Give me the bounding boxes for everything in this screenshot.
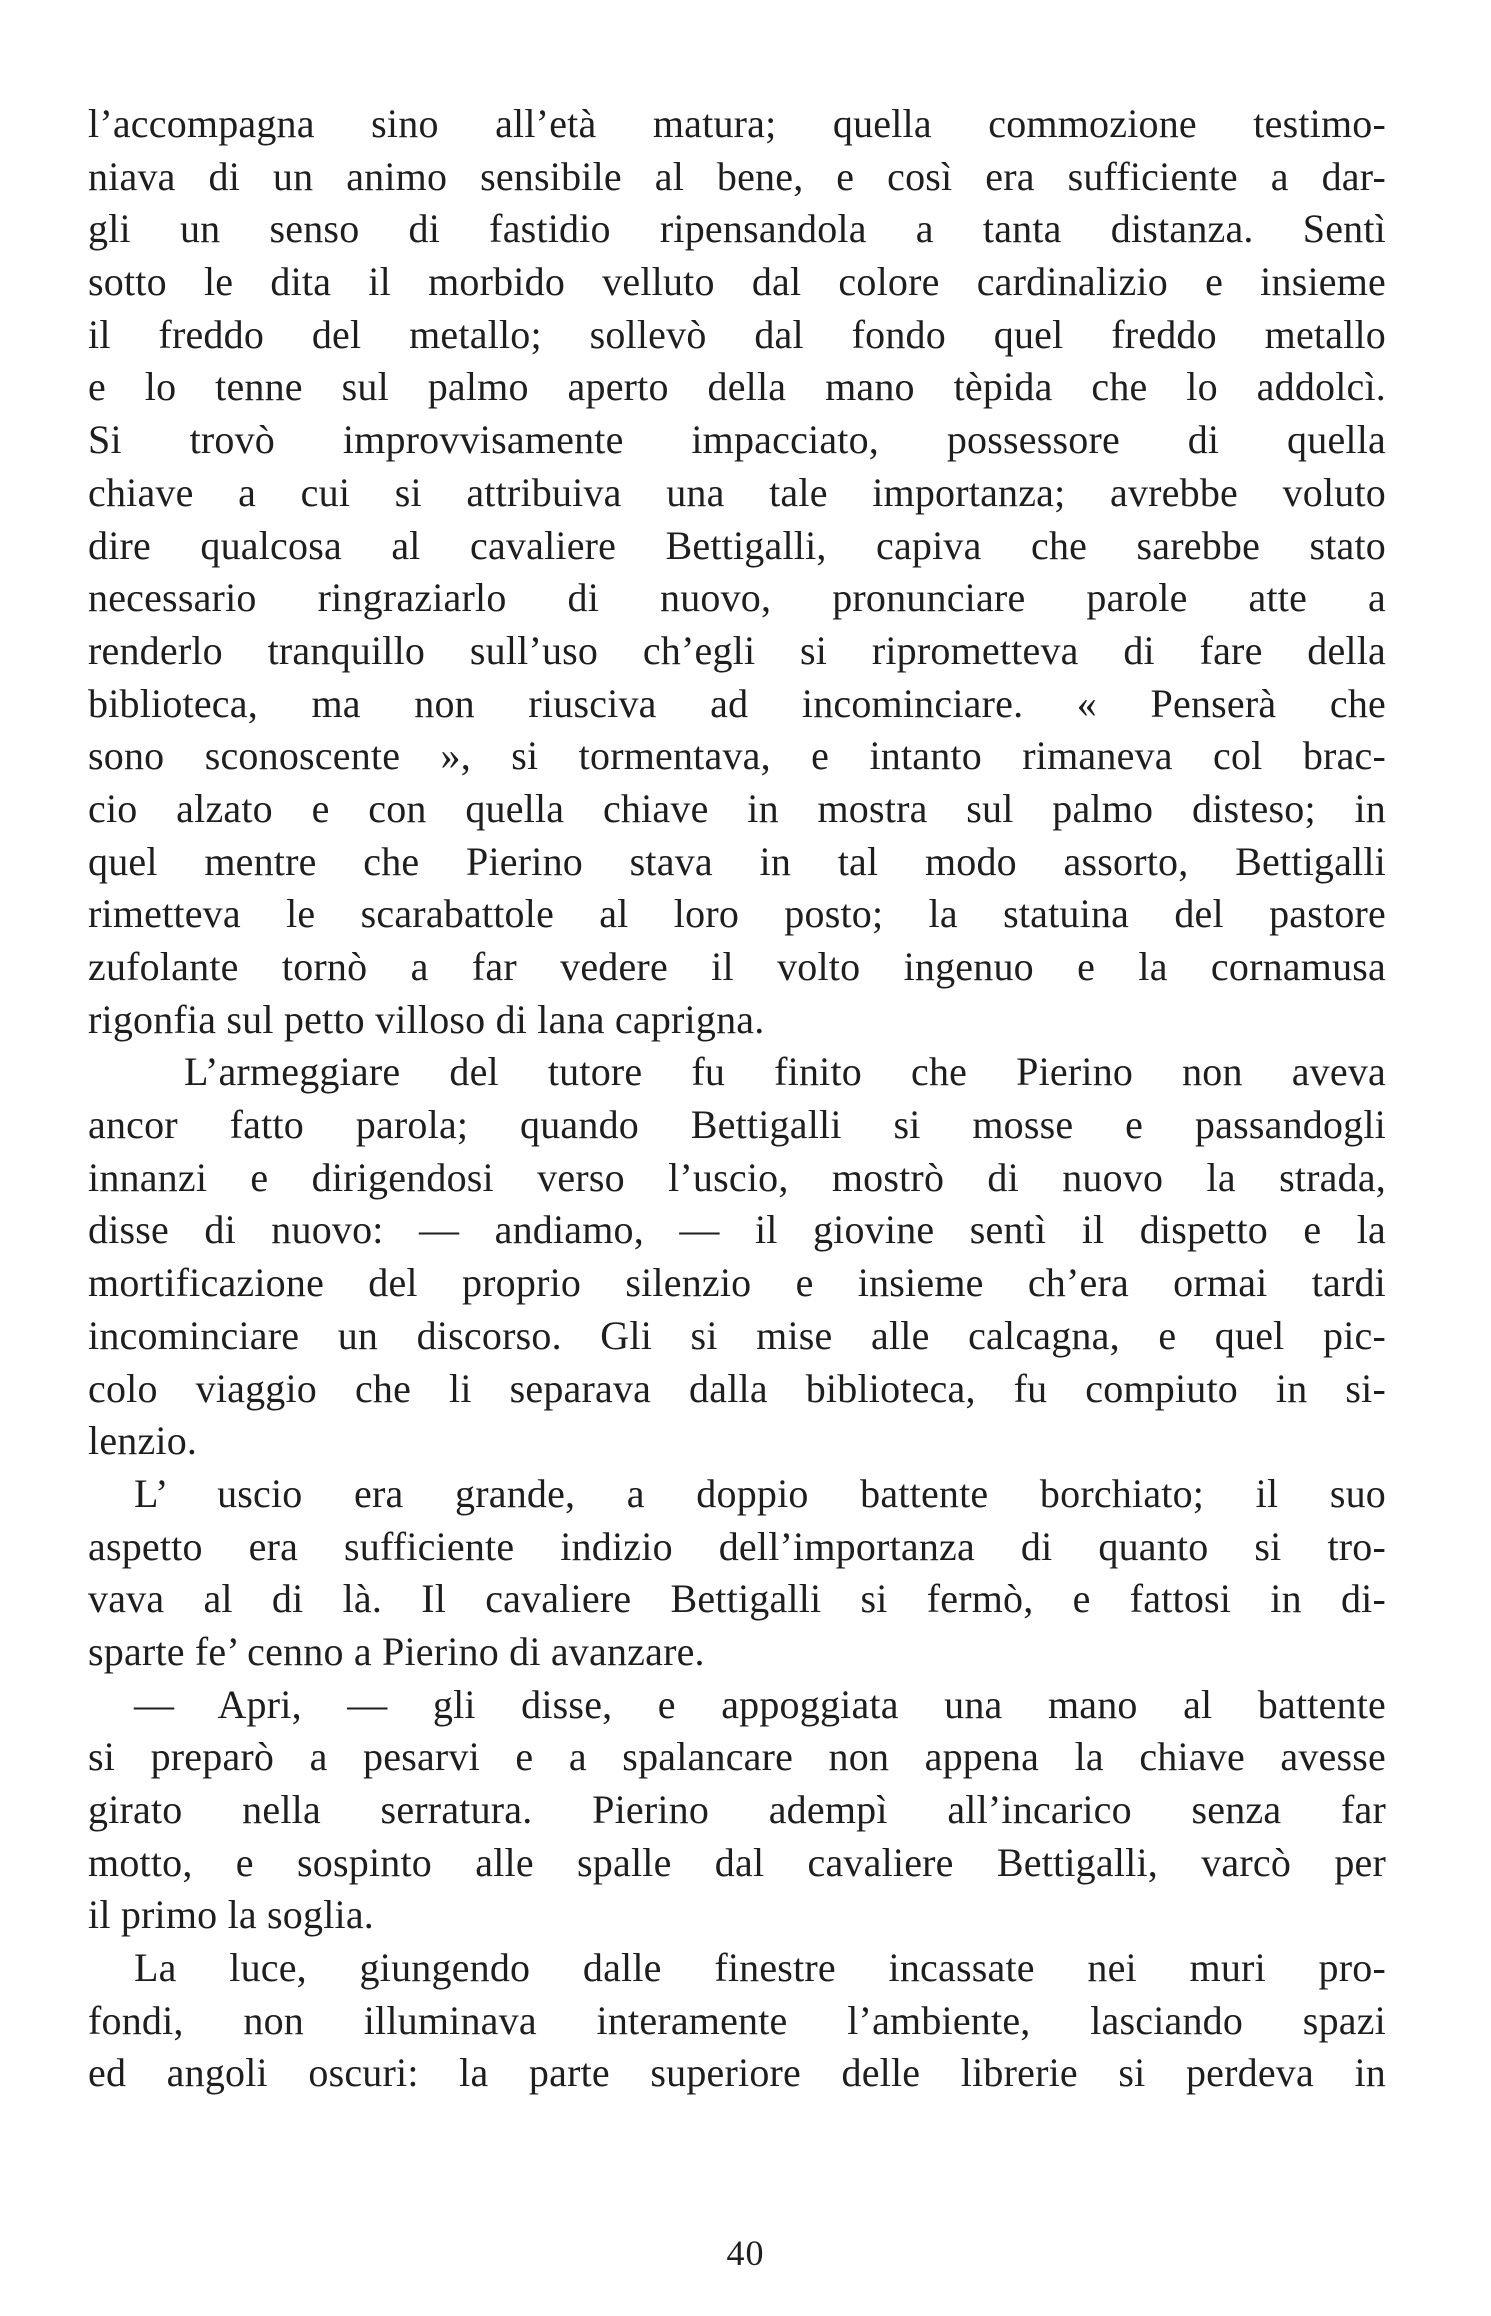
text-line: L’ uscio era grande, a doppio battente borchiato; il suo xyxy=(134,1470,1386,1516)
text-line: innanzi e dirigendosi verso l’uscio, mostrò di nuovo la strada, xyxy=(88,1154,1386,1200)
text-line: Si trovò improvvisamente impacciato, possessore di quella xyxy=(88,417,1386,463)
text-line: aspetto era sufficiente indizio dell’importanza di quanto si tro- xyxy=(88,1523,1386,1569)
text-line: e lo tenne sul palmo aperto della mano tèpida che lo addolcì. xyxy=(88,364,1386,410)
text-line: dire qualcosa al cavaliere Bettigalli, capiva che sarebbe stato xyxy=(88,522,1386,568)
text-line: ed angoli oscuri: la parte superiore delle librerie si perdeva in xyxy=(88,2050,1386,2096)
text-line: chiave a cui si attribuiva una tale importanza; avrebbe voluto xyxy=(88,469,1386,515)
text-line: motto, e sospinto alle spalle dal cavaliere Bettigalli, varcò per xyxy=(88,1839,1386,1885)
text-line: mortificazione del proprio silenzio e insieme ch’era ormai tardi xyxy=(88,1260,1386,1306)
text-line: gli un senso di fastidio ripensandola a tanta distanza. Sentì xyxy=(88,206,1386,252)
text-line: necessario ringraziarlo di nuovo, pronunciare parole atte a xyxy=(88,575,1386,621)
text-line: l’accompagna sino all’età matura; quella commozione testimo- xyxy=(88,101,1386,146)
body-text xyxy=(88,98,1386,2100)
text-line: colo viaggio che li separava dalla biblioteca, fu compiuto in si- xyxy=(88,1365,1386,1411)
text-line: biblioteca, ma non riusciva ad incominciare. « Penserà che xyxy=(88,680,1386,726)
text-line: il freddo del metallo; sollevò dal fondo quel freddo metallo xyxy=(88,311,1386,357)
text-line: vava al di là. Il cavaliere Bettigalli si fermò, e fattosi in di- xyxy=(88,1576,1386,1622)
text-line: incominciare un discorso. Gli si mise alle calcagna, e quel pic- xyxy=(88,1312,1386,1358)
text-line: quel mentre che Pierino stava in tal modo assorto, Bettigalli xyxy=(88,838,1386,884)
text-line: rimetteva le scarabattole al loro posto; la statuina del pastore xyxy=(88,891,1386,937)
text-line: sparte fe’ cenno a Pierino di avanzare. xyxy=(88,1628,705,1674)
text-line: sotto le dita il morbido velluto dal colore cardinalizio e insieme xyxy=(88,259,1386,305)
text-line: girato nella serratura. Pierino adempì all’incarico senza far xyxy=(88,1787,1386,1832)
text-line: — Apri, — gli disse, e appoggiata una mano al battente xyxy=(134,1681,1386,1727)
text-line: lenzio. xyxy=(88,1418,198,1464)
text-line: sono sconoscente », si tormentava, e intanto rimaneva col brac- xyxy=(88,733,1386,779)
text-line: si preparò a pesarvi e a spalancare non appena la chiave avesse xyxy=(88,1734,1386,1780)
text-line: niava di un animo sensibile al bene, e così era sufficiente a dar- xyxy=(88,153,1386,199)
text-line: zufolante tornò a far vedere il volto ingenuo e la cornamusa xyxy=(88,944,1386,989)
page-number: 40 xyxy=(726,2233,765,2273)
text-line: ancor fatto parola; quando Bettigalli si mosse e passandogli xyxy=(88,1102,1386,1148)
text-line: fondi, non illuminava interamente l’ambiente, lasciando spazi xyxy=(88,1997,1386,2043)
text-line: rigonfia sul petto villoso di lana caprigna. xyxy=(88,996,765,1042)
text-line: La luce, giungendo dalle finestre incassate nei muri pro- xyxy=(134,1945,1386,1991)
text-line: il primo la soglia. xyxy=(88,1892,374,1938)
text-line: L’armeggiare del tutore fu finito che Pierino non aveva xyxy=(184,1049,1386,1095)
text-line: disse di nuovo: — andiamo, — il giovine sentì il dispetto e la xyxy=(88,1207,1386,1253)
text-line: cio alzato e con quella chiave in mostra sul palmo disteso; in xyxy=(88,785,1386,831)
text-line: renderlo tranquillo sull’uso ch’egli si riprometteva di fare della xyxy=(88,627,1386,673)
